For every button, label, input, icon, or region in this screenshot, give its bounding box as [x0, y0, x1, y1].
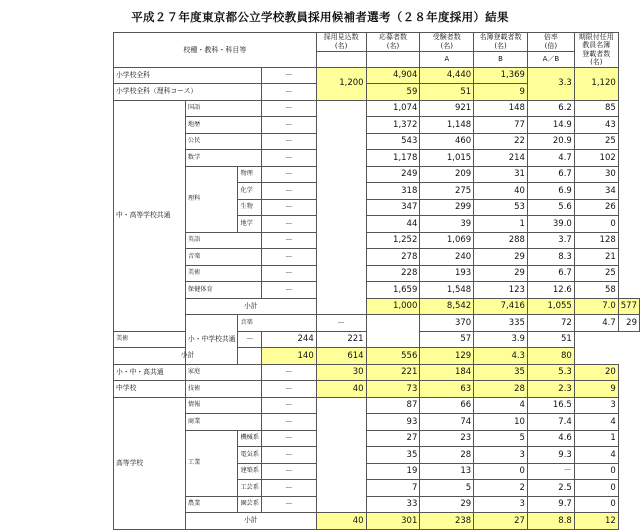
- subject-label: 技術: [185, 381, 261, 398]
- cell-limited: 0: [574, 463, 618, 480]
- subtotal-label: 小計: [185, 513, 316, 530]
- subsubject-label: 化学: [238, 183, 262, 200]
- cell-ratio: 14.9: [527, 117, 574, 134]
- header-registered: 名簿登載者数 (名): [474, 33, 528, 52]
- dash: －: [262, 183, 317, 200]
- cell-planned: 140: [262, 348, 317, 365]
- subtotal-row: [114, 513, 640, 530]
- table-row: [114, 430, 640, 447]
- cell-limited: 58: [574, 282, 618, 299]
- cell-ratio: 2.5: [527, 480, 574, 497]
- row-group-jh: 中・高等学校共通: [114, 100, 186, 331]
- cell-examinees: 39: [420, 216, 474, 233]
- cell-examinees: 4,440: [420, 67, 474, 84]
- cell-registered: 129: [420, 348, 474, 365]
- results-table: [113, 32, 640, 530]
- cell-registered: 40: [474, 183, 528, 200]
- cell-planned: 30: [316, 364, 366, 381]
- subsubject-label: 機械系: [238, 430, 262, 447]
- cell-examinees: 335: [474, 315, 528, 332]
- cell-applicants: 27: [366, 430, 420, 447]
- cell-registered: 29: [474, 249, 528, 266]
- cell-planned-blank: [316, 100, 366, 315]
- cell-registered: 1,055: [527, 298, 574, 315]
- cell-limited: 80: [527, 348, 574, 365]
- cell-limited: 577: [618, 298, 639, 315]
- cell-applicants: 1,252: [366, 232, 420, 249]
- cell-ratio: 4.7: [527, 150, 574, 167]
- table-row: [114, 117, 640, 134]
- dash: －: [262, 216, 317, 233]
- cell-applicants: 244: [262, 331, 317, 348]
- subject-label: 保健体育: [185, 282, 261, 299]
- cell-ratio: 4.3: [474, 348, 528, 365]
- cell-examinees: 29: [420, 496, 474, 513]
- cell-applicants: 1,178: [366, 150, 420, 167]
- cell-registered: 27: [474, 513, 528, 530]
- subtotal-label: 小計: [114, 348, 262, 365]
- cell-registered: 288: [474, 232, 528, 249]
- subject-label: 数学: [185, 150, 261, 167]
- dash: －: [262, 480, 317, 497]
- cell-examinees: 23: [420, 430, 474, 447]
- cell-registered: 53: [474, 199, 528, 216]
- cell-applicants: 33: [366, 496, 420, 513]
- cell-ratio: 6.2: [527, 100, 574, 117]
- cell-ratio: 6.7: [527, 265, 574, 282]
- table-row: [114, 381, 640, 398]
- cell-examinees: 275: [420, 183, 474, 200]
- cell-applicants: 59: [366, 84, 420, 101]
- cell-registered: 0: [474, 463, 528, 480]
- cell-applicants: 73: [366, 381, 420, 398]
- cell-ratio: 39.0: [527, 216, 574, 233]
- dash: －: [262, 265, 317, 282]
- cell-limited: 3: [574, 397, 618, 414]
- cell-applicants: 1,659: [366, 282, 420, 299]
- cell-ratio: 6.9: [527, 183, 574, 200]
- table-row: [114, 496, 640, 513]
- subject-label: 家庭: [185, 364, 261, 381]
- cell-examinees: 221: [316, 331, 366, 348]
- subsubject-label: 電気系: [238, 447, 262, 464]
- cell-limited: 25: [574, 133, 618, 150]
- cell-registered: 148: [474, 100, 528, 117]
- dash: －: [262, 133, 317, 150]
- cell-ratio: －: [527, 463, 574, 480]
- subsubject-label: 園芸系: [238, 496, 262, 513]
- subject-label: 美術: [114, 331, 238, 348]
- dash: －: [262, 232, 317, 249]
- cell-ratio: 12.6: [527, 282, 574, 299]
- cell-examinees: 7,416: [474, 298, 528, 315]
- cell-examinees: 1,069: [420, 232, 474, 249]
- cell-limited: 128: [574, 232, 618, 249]
- row-group-jhs: 中学校: [114, 381, 186, 398]
- cell-ratio: 9.3: [527, 447, 574, 464]
- cell-limited: 1: [574, 430, 618, 447]
- dash: －: [262, 117, 317, 134]
- table-row: [114, 150, 640, 167]
- cell-registered: 5: [474, 430, 528, 447]
- cell-applicants: 93: [366, 414, 420, 431]
- cell-registered: 22: [474, 133, 528, 150]
- cell-limited: 26: [574, 199, 618, 216]
- subject-label: 音楽: [185, 249, 261, 266]
- cell-ratio: 6.7: [527, 166, 574, 183]
- header-planned: 採用見込数 (名): [316, 33, 366, 52]
- subject-label: 公民: [185, 133, 261, 150]
- subject-label: 情報: [185, 397, 261, 414]
- cell-limited: 12: [574, 513, 618, 530]
- cell-applicants: 370: [420, 315, 474, 332]
- dash: －: [262, 100, 317, 117]
- cell-examinees: 28: [420, 447, 474, 464]
- cell-registered: 77: [474, 117, 528, 134]
- cell-ratio: 4.7: [574, 315, 618, 332]
- cell-registered: 2: [474, 480, 528, 497]
- cell-limited: 102: [574, 150, 618, 167]
- cell-limited: 30: [574, 166, 618, 183]
- dash: －: [262, 249, 317, 266]
- cell-ratio: 5.6: [527, 199, 574, 216]
- cell-registered: 29: [474, 265, 528, 282]
- cell-examinees: 13: [420, 463, 474, 480]
- cell-ratio: 20.9: [527, 133, 574, 150]
- cell-registered: 31: [474, 166, 528, 183]
- cell-ratio: 7.0: [574, 298, 618, 315]
- cell-applicants: 4,904: [366, 67, 420, 84]
- cell-ratio: 8.8: [527, 513, 574, 530]
- cell-limited: 21: [574, 249, 618, 266]
- cell-applicants: 301: [366, 513, 420, 530]
- dash: －: [262, 364, 317, 381]
- header-limited: 期限付任用 教員名簿 登載者数 (名): [574, 33, 618, 68]
- cell-applicants: 1,074: [366, 100, 420, 117]
- table-row: [114, 282, 640, 299]
- header-examinees: 受験者数 (名): [420, 33, 474, 52]
- cell-limited: 0: [574, 216, 618, 233]
- header-row: [114, 33, 640, 52]
- table-row: [114, 249, 640, 266]
- header-ratio-sub: A／B: [527, 51, 574, 67]
- cell-registered: 123: [474, 282, 528, 299]
- table-row: [114, 166, 640, 183]
- row-group-hs: 高等学校: [114, 397, 186, 529]
- table-row: [114, 265, 640, 282]
- dash: －: [262, 463, 317, 480]
- cell-examinees: 66: [420, 397, 474, 414]
- cell-applicants: 19: [366, 463, 420, 480]
- cell-examinees: 238: [420, 513, 474, 530]
- cell-limited: 4: [574, 447, 618, 464]
- subject-label: 理科: [185, 166, 238, 232]
- cell-planned-blank: [316, 397, 366, 513]
- cell-examinees: 1,015: [420, 150, 474, 167]
- cell-registered: 72: [527, 315, 574, 332]
- cell-examinees: 1,148: [420, 117, 474, 134]
- subtotal-row: [114, 348, 640, 365]
- header-examinees-sub: A: [420, 51, 474, 67]
- cell-examinees: 299: [420, 199, 474, 216]
- cell-examinees: 184: [420, 364, 474, 381]
- cell-applicants: 8,542: [420, 298, 474, 315]
- subject-label: 音楽: [238, 315, 316, 332]
- table-row: [114, 397, 640, 414]
- cell-applicants: 318: [366, 183, 420, 200]
- cell-examinees: 921: [420, 100, 474, 117]
- subject-label: 地歴: [185, 117, 261, 134]
- cell-limited: 20: [574, 364, 618, 381]
- dash: －: [262, 67, 317, 84]
- cell-registered: 1,369: [474, 67, 528, 84]
- cell-planned: 40: [316, 513, 366, 530]
- cell-registered: 57: [420, 331, 474, 348]
- cell-registered: 4: [474, 397, 528, 414]
- dash: －: [316, 315, 366, 332]
- cell-examinees: 74: [420, 414, 474, 431]
- cell-limited: 0: [574, 496, 618, 513]
- subsubject-label: 建築系: [238, 463, 262, 480]
- cell-limited: 9: [574, 381, 618, 398]
- header-registered-sub: B: [474, 51, 528, 67]
- cell-applicants: 221: [366, 364, 420, 381]
- row-label-es: 小学校全科: [114, 67, 262, 84]
- dash: －: [262, 430, 317, 447]
- dash: －: [262, 447, 317, 464]
- cell-registered: 28: [474, 381, 528, 398]
- subsubject-label: 生物: [238, 199, 262, 216]
- cell-applicants: 1,372: [366, 117, 420, 134]
- dash: －: [262, 282, 317, 299]
- cell-examinees: 5: [420, 480, 474, 497]
- subject-label: 英語: [185, 232, 261, 249]
- cell-examinees: 193: [420, 265, 474, 282]
- cell-registered: 3: [474, 496, 528, 513]
- cell-registered: 10: [474, 414, 528, 431]
- cell-examinees: 51: [420, 84, 474, 101]
- cell-planned: 40: [316, 381, 366, 398]
- cell-examinees: 63: [420, 381, 474, 398]
- cell-ratio: 7.4: [527, 414, 574, 431]
- dash: －: [262, 84, 317, 101]
- cell-registered: 1: [474, 216, 528, 233]
- cell-ratio: 9.7: [527, 496, 574, 513]
- cell-ratio: 4.6: [527, 430, 574, 447]
- table-row: [114, 133, 640, 150]
- cell-applicants: 543: [366, 133, 420, 150]
- dash: －: [262, 166, 317, 183]
- cell-limited: 29: [618, 315, 639, 332]
- cell-applicants: 7: [366, 480, 420, 497]
- table-row: [114, 315, 640, 332]
- subject-label: 商業: [185, 414, 261, 431]
- cell-applicants: 87: [366, 397, 420, 414]
- page-title: 平成２７年度東京都公立学校教員採用候補者選考（２８年度採用）結果: [131, 10, 509, 24]
- cell-planned: 1,200: [316, 67, 366, 100]
- cell-ratio: 16.5: [527, 397, 574, 414]
- cell-applicants: 249: [366, 166, 420, 183]
- dash: －: [262, 496, 317, 513]
- dash: －: [262, 150, 317, 167]
- dash: －: [262, 381, 317, 398]
- cell-limited: 34: [574, 183, 618, 200]
- dash: －: [262, 199, 317, 216]
- table-row: [114, 67, 640, 84]
- cell-applicants: 278: [366, 249, 420, 266]
- subtotal-label: 小計: [185, 298, 316, 315]
- subtotal-row: [114, 298, 640, 315]
- subsubject-label: 地学: [238, 216, 262, 233]
- cell-ratio: 3.3: [527, 67, 574, 100]
- cell-registered: 214: [474, 150, 528, 167]
- cell-examinees: 460: [420, 133, 474, 150]
- subject-label: 国語: [185, 100, 261, 117]
- table-row: [114, 414, 640, 431]
- cell-ratio: 3.7: [527, 232, 574, 249]
- cell-registered: 9: [474, 84, 528, 101]
- cell-ratio: 5.3: [527, 364, 574, 381]
- cell-applicants: 44: [366, 216, 420, 233]
- cell-limited: 0: [574, 480, 618, 497]
- cell-examinees: 240: [420, 249, 474, 266]
- header-ratio: 倍率 (倍): [527, 33, 574, 52]
- subsubject-label: 物理: [238, 166, 262, 183]
- row-group-ejh: 小・中学校共通: [185, 315, 238, 365]
- dash: －: [262, 397, 317, 414]
- cell-ratio: 8.3: [527, 249, 574, 266]
- cell-examinees: 209: [420, 166, 474, 183]
- cell-ratio: 3.9: [474, 331, 528, 348]
- cell-limited: 25: [574, 265, 618, 282]
- cell-limited: 1,120: [574, 67, 618, 100]
- cell-limited: 51: [527, 331, 574, 348]
- cell-ratio: 2.3: [527, 381, 574, 398]
- cell-applicants: 347: [366, 199, 420, 216]
- cell-limited: 85: [574, 100, 618, 117]
- cell-applicants: 614: [316, 348, 366, 365]
- cell-planned: 1,000: [366, 298, 420, 315]
- cell-applicants: 228: [366, 265, 420, 282]
- cell-limited: 4: [574, 414, 618, 431]
- dash: －: [262, 414, 317, 431]
- subject-label: 工業: [185, 430, 238, 496]
- subsubject-label: 工芸系: [238, 480, 262, 497]
- cell-applicants: 35: [366, 447, 420, 464]
- subject-label: 農業: [185, 496, 238, 513]
- header-subject: 校種・教科・科目等: [114, 33, 317, 68]
- dash: －: [238, 331, 262, 348]
- table-row: [114, 100, 640, 117]
- cell-registered: 3: [474, 447, 528, 464]
- table-row: [114, 364, 640, 381]
- header-applicants: 応募者数 (名): [366, 33, 420, 52]
- row-label-es-sci: 小学校全科（理科コース）: [114, 84, 262, 101]
- row-group-ejhh: 小・中・高共通: [114, 364, 186, 381]
- cell-planned-blank: [366, 315, 420, 348]
- subject-label: 美術: [185, 265, 261, 282]
- cell-registered: 35: [474, 364, 528, 381]
- cell-examinees: 556: [366, 348, 420, 365]
- cell-limited: 43: [574, 117, 618, 134]
- table-row: [114, 232, 640, 249]
- cell-examinees: 1,548: [420, 282, 474, 299]
